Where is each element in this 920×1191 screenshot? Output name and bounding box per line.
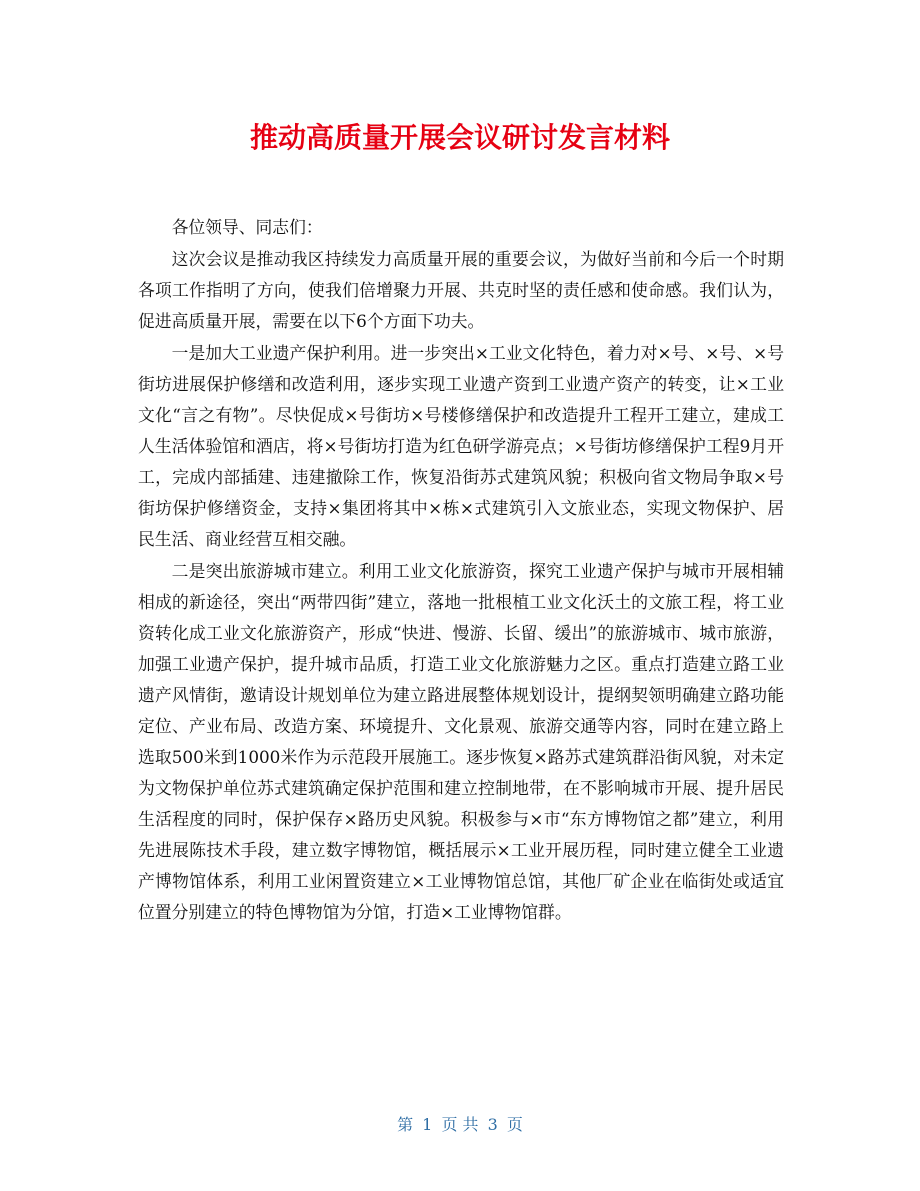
salutation-paragraph: 各位领导、同志们： — [171, 217, 323, 237]
point-one-paragraph: 一是加大工业遗产保护利用。进一步突出×工业文化特色，着力对×号、×号、×号街坊进展保护修缮和改造利用，逐步实现工业遗产资到工业遗产资产的转变，让×工业文化“言之有物”。尽快促成×号街坊×号楼修缮保护和改造提升工程开工建立，建成工人生活体验馆和酒店，将×号街坊打造为红色研学游亮点；×号街坊修缮保护工程9月开工，完成内部插建、违建撤除工作，恢复沿街苏式建筑风貌；积极向省文物局争取×号街坊保护修缮资金，支持×集团将其中×栋×式建筑引入文旅业态，实现文物保护、居民生活、商业经营互相交融。 — [138, 343, 784, 549]
intro-paragraph: 这次会议是推动我区持续发力高质量开展的重要会议，为做好当前和今后一个时期各项工作指明了方向，使我们倍增聚力开展、共克时坚的责任感和使命感。我们认为，促进高质量开展，需要在以下6个方面下功夫。 — [138, 249, 784, 331]
page-footer — [0, 1113, 920, 1137]
document-body — [138, 212, 784, 929]
footer-prefix: 第 — [397, 1115, 414, 1134]
footer-total-pages: 3 — [487, 1115, 498, 1134]
footer-suffix: 页 — [506, 1115, 523, 1134]
point-two-paragraph: 二是突出旅游城市建立。利用工业文化旅游资，探究工业遗产保护与城市开展相辅相成的新途径，突出“两带四街”建立，落地一批根植工业文化沃土的文旅工程，将工业资转化成工业文化旅游资产，形成“快进、慢游、长留、缓出”的旅游城市、城市旅游，加强工业遗产保护，提升城市品质，打造工业文化旅游魅力之区。重点打造建立路工业遗产风情街，邀请设计规划单位为建立路进展整体规划设计，提纲契领明确建立路功能定位、产业布局、改造方案、环境提升、文化景观、旅游交通等内容，同时在建立路上选取500米到1000米作为示范段开展施工。逐步恢复×路苏式建筑群沿街风貌，对未定为文物保护单位苏式建筑确定保护范围和建立控制地带，在不影响城市开展、提升居民生活程度的同时，保护保存×路历史风貌。积极参与×市“东方博物馆之都”建立，利用先进展陈技术手段，建立数字博物馆，概括展示×工业开展历程，同时建立健全工业遗产博物馆体系，利用工业闲置资建立×工业博物馆总馆，其他厂矿企业在临街处或适宜位置分别建立的特色博物馆为分馆，打造×工业博物馆群。 — [138, 561, 784, 922]
footer-page-number: 1 — [422, 1115, 433, 1134]
footer-middle: 页 共 — [441, 1115, 479, 1134]
document-title: 推动高质量开展会议研讨发言材料 — [249, 121, 670, 154]
